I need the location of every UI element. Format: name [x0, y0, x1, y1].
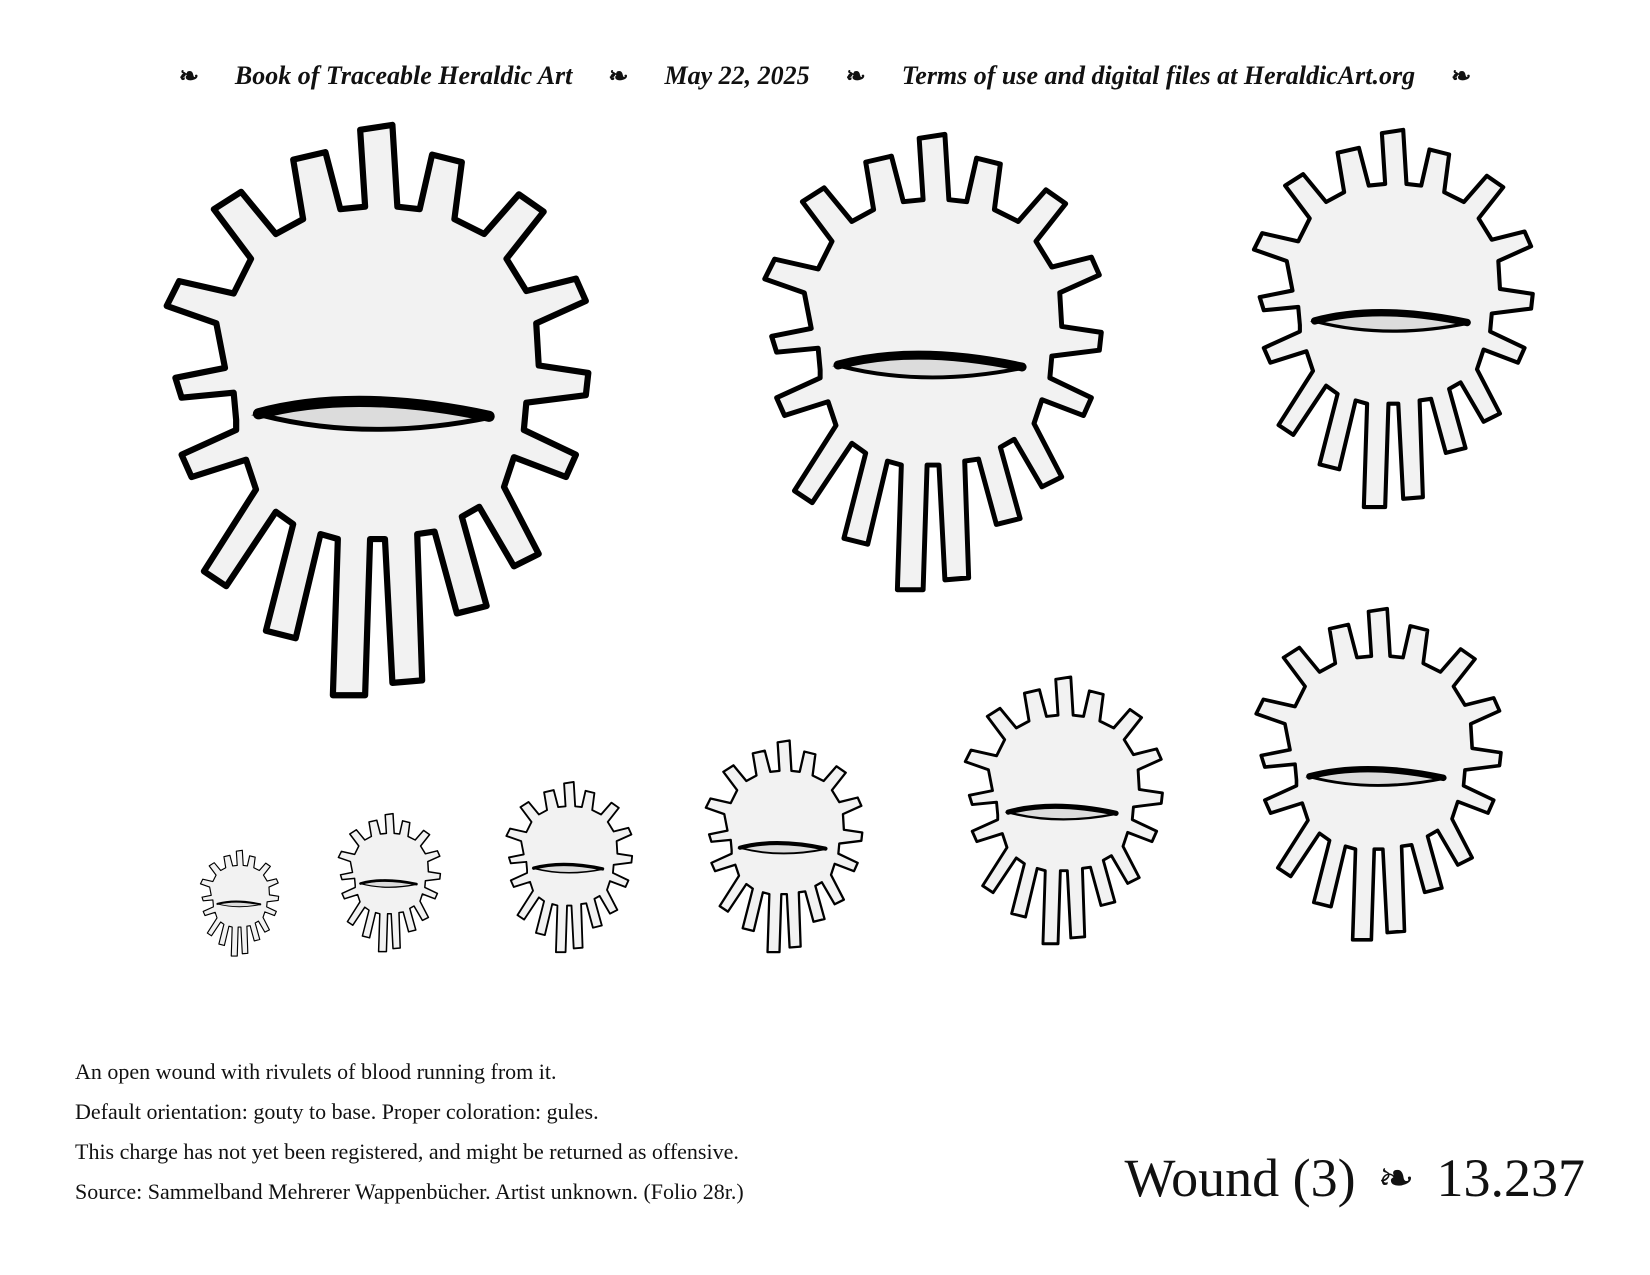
wound-copy [506, 782, 632, 952]
wound-copy [338, 814, 440, 952]
fleuron-icon: ❧ [608, 63, 629, 90]
fleuron-icon: ❧ [178, 63, 199, 90]
fleuron-icon: ❧ [845, 63, 866, 90]
wound-copy [965, 677, 1162, 944]
wound-copy [167, 125, 589, 695]
description-line: An open wound with rivulets of blood running from it. [75, 1059, 557, 1084]
wound-copy [1254, 130, 1533, 507]
terms-link[interactable]: Terms of use and digital files at HeraldicArt.org [901, 61, 1416, 90]
description-line: This charge has not yet been registered, and might be returned as offensive. [75, 1139, 739, 1164]
description-line: Source: Sammelband Mehrerer Wappenbücher. Artist unknown. (Folio 28r.) [75, 1179, 744, 1204]
wound-copy [200, 850, 278, 956]
fleuron-icon: ❧ [1451, 63, 1472, 90]
wound-copy [1256, 609, 1501, 940]
book-title: Book of Traceable Heraldic Art [234, 61, 573, 90]
wound-copy [765, 134, 1102, 589]
fleuron-icon: ❧ [1377, 1153, 1415, 1203]
wound-copy [706, 741, 862, 953]
charge-description [75, 1052, 975, 1212]
charge-name: Wound (3) [1124, 1148, 1356, 1208]
description-line: Default orientation: gouty to base. Proper coloration: gules. [75, 1099, 599, 1124]
charge-title [1125, 1138, 1585, 1218]
header-date: May 22, 2025 [664, 61, 810, 90]
charge-number: 13.237 [1436, 1148, 1585, 1208]
